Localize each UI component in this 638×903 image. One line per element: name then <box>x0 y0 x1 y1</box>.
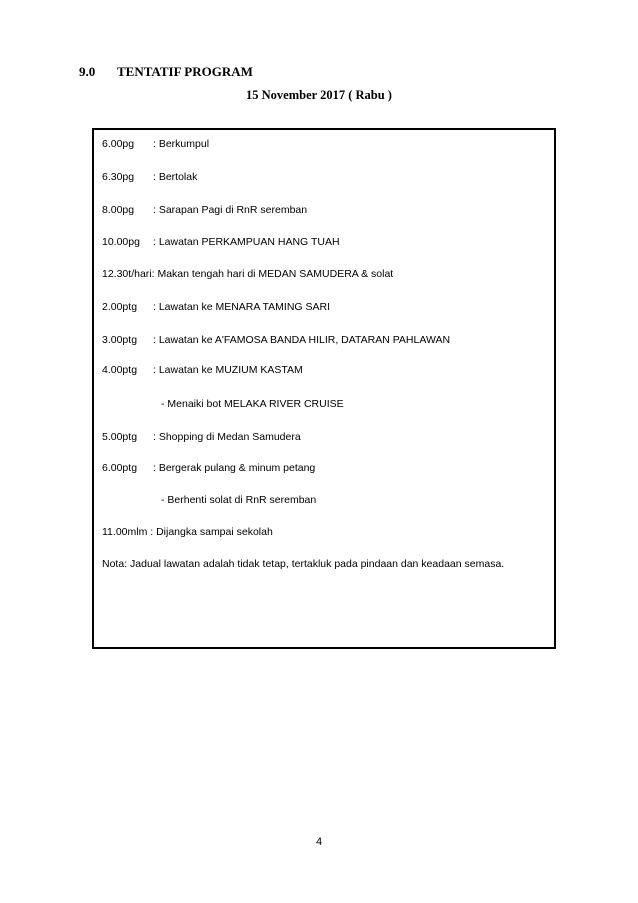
section-heading <box>79 64 253 80</box>
schedule-activity: : Shopping di Medan Samudera <box>153 431 301 443</box>
schedule-row <box>102 430 301 444</box>
schedule-activity: : Sarapan Pagi di RnR seremban <box>153 204 308 216</box>
schedule-activity: : Lawatan ke MUZIUM KASTAM <box>153 364 303 376</box>
schedule-activity: : Lawatan PERKAMPUAN HANG TUAH <box>153 236 340 248</box>
schedule-activity: : Lawatan ke MENARA TAMING SARI <box>153 301 331 313</box>
schedule-time: 6.30pg <box>102 171 135 183</box>
schedule-subitem: - Menaiki bot MELAKA RIVER CRUISE <box>161 398 344 410</box>
schedule-row: 12.30t/hari: Makan tengah hari di MEDAN SAMUDERA & solat <box>102 268 394 280</box>
schedule-row <box>102 235 340 249</box>
schedule-time: 6.00ptg <box>102 462 138 474</box>
schedule-row <box>102 203 307 217</box>
section-title: TENTATIF PROGRAM <box>117 64 253 79</box>
schedule-activity: : Bertolak <box>153 171 198 183</box>
schedule-row <box>102 333 450 347</box>
schedule-row <box>102 461 315 475</box>
schedule-row: 11.00mlm : Dijangka sampai sekolah <box>102 526 273 538</box>
program-date: 15 November 2017 ( Rabu ) <box>246 88 392 102</box>
schedule-row <box>102 137 209 151</box>
schedule-activity: : Bergerak pulang & minum petang <box>153 462 316 474</box>
page-number: 4 <box>315 836 323 848</box>
schedule-time: 4.00ptg <box>102 364 138 376</box>
schedule-row <box>102 300 330 314</box>
schedule-time: 8.00pg <box>102 204 135 216</box>
section-number: 9.0 <box>79 64 96 79</box>
schedule-activity: : Lawatan ke A'FAMOSA BANDA HILIR, DATARAN PAHLAWAN <box>153 334 451 346</box>
schedule-activity: : Berkumpul <box>153 138 210 150</box>
schedule-time: 10.00pg <box>102 236 140 248</box>
schedule-time: 3.00ptg <box>102 334 138 346</box>
schedule-row <box>102 170 197 184</box>
schedule-time: 5.00ptg <box>102 431 138 443</box>
schedule-time: 6.00pg <box>102 138 135 150</box>
schedule-row <box>102 363 303 377</box>
schedule-time: 2.00ptg <box>102 301 138 313</box>
schedule-note: Nota: Jadual lawatan adalah tidak tetap, tertakluk pada pindaan dan keadaan semasa. <box>102 558 505 570</box>
schedule-subitem: - Berhenti solat di RnR seremban <box>161 494 317 506</box>
